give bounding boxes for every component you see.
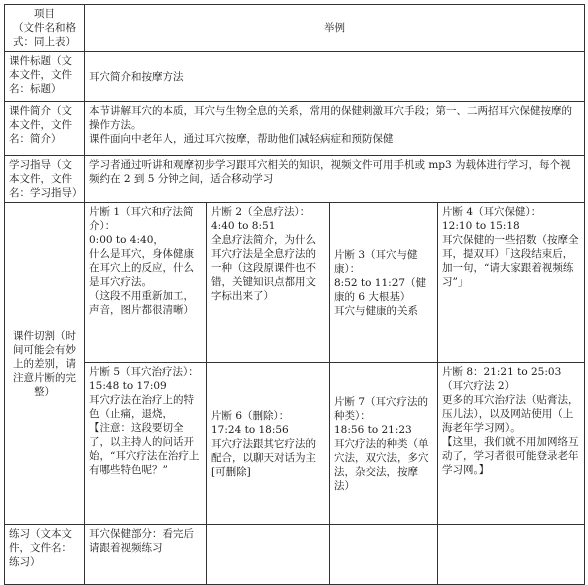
row-exercise-value: 耳穴保健部分：看完后请跟着视频练习 xyxy=(85,525,207,585)
segment-7: 片断 7（耳穴疗法的种类）： 18:56 to 21:23 耳穴疗法的种类（单穴法，双穴法，多穴法，杂交法，按摩法） xyxy=(330,363,438,525)
row-cut-2 xyxy=(5,363,585,525)
segment-4: 片断 4（耳穴保健）： 12:10 to 15:18 耳穴保健的一些招数（按摩全耳，提双耳）「这段结束后，加一句，“请大家跟着视频练习”」 xyxy=(438,203,585,363)
row-cut-1 xyxy=(5,203,585,363)
row-guide xyxy=(5,156,585,203)
row-cut-label: 课件切割（时间可能会有妙上的差别，请注意片断的完整） xyxy=(5,203,85,525)
row-exercise xyxy=(5,525,585,585)
row-exercise-empty-3 xyxy=(438,525,585,585)
row-title-label: 课件标题（文本文件，文件名：标题） xyxy=(5,52,85,102)
row-guide-value: 学习者通过听讲和观摩初步学习跟耳穴相关的知识，视频文件可用手机或 mp3 为载体进行学习，每个视频约在 2 到 5 分钟之间，适合移动学习 xyxy=(85,156,585,203)
segment-1: 片断 1（耳穴和疗法简介）： 0:00 to 4:40， 什么是耳穴，身体健康在耳穴上的反应，什么是耳穴疗法。 （这段不用重新加工，声音，图片都很清晰） xyxy=(85,203,207,363)
row-title-value: 耳穴简介和按摩方法 xyxy=(85,52,585,102)
course-table xyxy=(4,4,585,585)
segment-8: 片断 8：21:21 to 25:03 （耳穴疗法 2） 更多的耳穴治疗法（贴膏法，压儿法），以及网站使用（上海老年学习网）。 【这里，我们就不用加网络互动了，学习者很可能登录老年学习网。】 xyxy=(438,363,585,525)
header-example: 举例 xyxy=(85,5,585,52)
row-exercise-empty-1 xyxy=(207,525,330,585)
segment-2: 片断 2（全息疗法）： 4:40 to 8:51 全息疗法简介，为什么耳穴疗法是全息疗法的一种（这段原课件也不错，关键知识点都用文字标出来了） xyxy=(207,203,330,363)
row-exercise-label: 练习（文本文件，文件名：练习） xyxy=(5,525,85,585)
segment-5: 片断 5（耳穴治疗法）： 15:48 to 17:09 耳穴疗法在治疗上的特色（止痛，退烧， 【注意：这段要切全了，以主持人的问话开始，“耳穴疗法在治疗上有哪些特色呢？” xyxy=(85,363,207,525)
header-row xyxy=(5,5,585,52)
row-guide-label: 学习指导（文本文件，文件名：学习指导） xyxy=(5,156,85,203)
row-intro-label: 课件简介（文本文件，文件名：简介） xyxy=(5,102,85,156)
header-item: 项目 （文件名和格式：同上表） xyxy=(5,5,85,52)
row-title xyxy=(5,52,585,102)
row-intro xyxy=(5,102,585,156)
row-intro-value: 本节讲解耳穴的本质，耳穴与生物全息的关系，常用的保健刺激耳穴手段；第一、二两招耳穴保健按摩的操作方法。 课件面向中老年人，通过耳穴按摩，帮助他们减轻病症和预防保健 xyxy=(85,102,585,156)
segment-6: 片断 6（删除）： 17:24 to 18:56 耳穴疗法跟其它疗法的配合，以聊天对话为主[可删除] xyxy=(207,363,330,525)
segment-3: 片断 3（耳穴与健康）： 8:52 to 11:27（健康的 6 大根基） 耳穴与健康的关系 xyxy=(330,203,438,363)
row-exercise-empty-2 xyxy=(330,525,438,585)
